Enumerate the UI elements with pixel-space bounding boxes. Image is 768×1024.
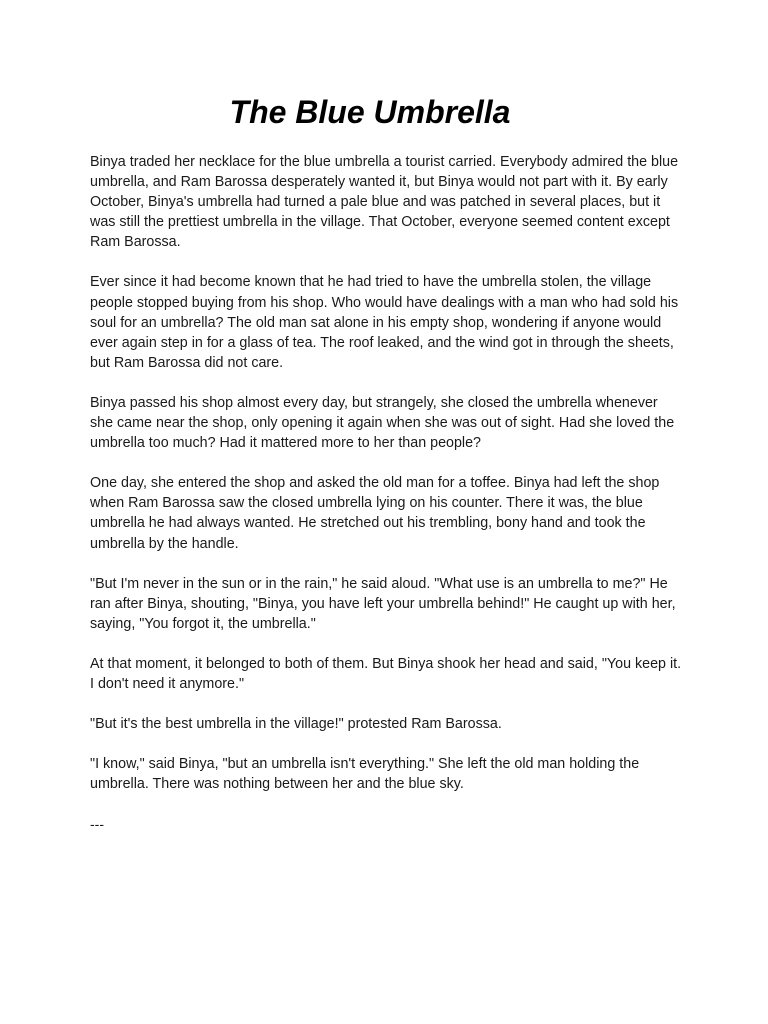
paragraph: One day, she entered the shop and asked the old man for a toffee. Binya had left the shop when Ram Barossa saw the closed umbrella lying on his counter. There it was, the blue umbrella he had always wanted. He stretched out his trembling, bony hand and took the umbrella by the handle. [90,475,660,552]
paragraph: Ever since it had become known that he had tried to have the umbrella stolen, the village people stopped buying from his shop. Who would have dealings with a man who had sold his soul for an umbrella? The old man sat alone in his empty shop, wondering if anyone would ever again step in for a glass of tea. The roof leaked, and the wind got in through the sheets, but Ram Barossa did not care. [90,274,679,371]
section-separator: --- [90,816,104,833]
document-body [90,152,684,834]
paragraph: "But it's the best umbrella in the village!" protested Ram Barossa. [90,716,502,733]
paragraph: Binya passed his shop almost every day, but strangely, she closed the umbrella whenever she came near the shop, only opening it again when she was out of sight. Had she loved the umbrella too much? Had it mattered more to her than people? [90,394,675,452]
document-title: The Blue Umbrella [229,94,511,130]
paragraph: "I know," said Binya, "but an umbrella isn't everything." She left the old man holding the umbrella. There was nothing between her and the blue sky. [90,756,640,793]
paragraph: At that moment, it belonged to both of them. But Binya shook her head and said, "You keep it. I don't need it anymore." [90,655,682,692]
paragraph: Binya traded her necklace for the blue umbrella a tourist carried. Everybody admired the blue umbrella, and Ram Barossa desperately wanted it, but Binya would not part with it. By early October, Binya's umbrella had turned a pale blue and was patched in several places, but it was still the prettiest umbrella in the village. That October, everyone seemed content except Ram Barossa. [90,154,679,251]
paragraph: "But I'm never in the sun or in the rain," he said aloud. "What use is an umbrella to me?" He ran after Binya, shouting, "Binya, you have left your umbrella behind!" He caught up with her, saying, "You forgot it, the umbrella." [90,575,676,632]
